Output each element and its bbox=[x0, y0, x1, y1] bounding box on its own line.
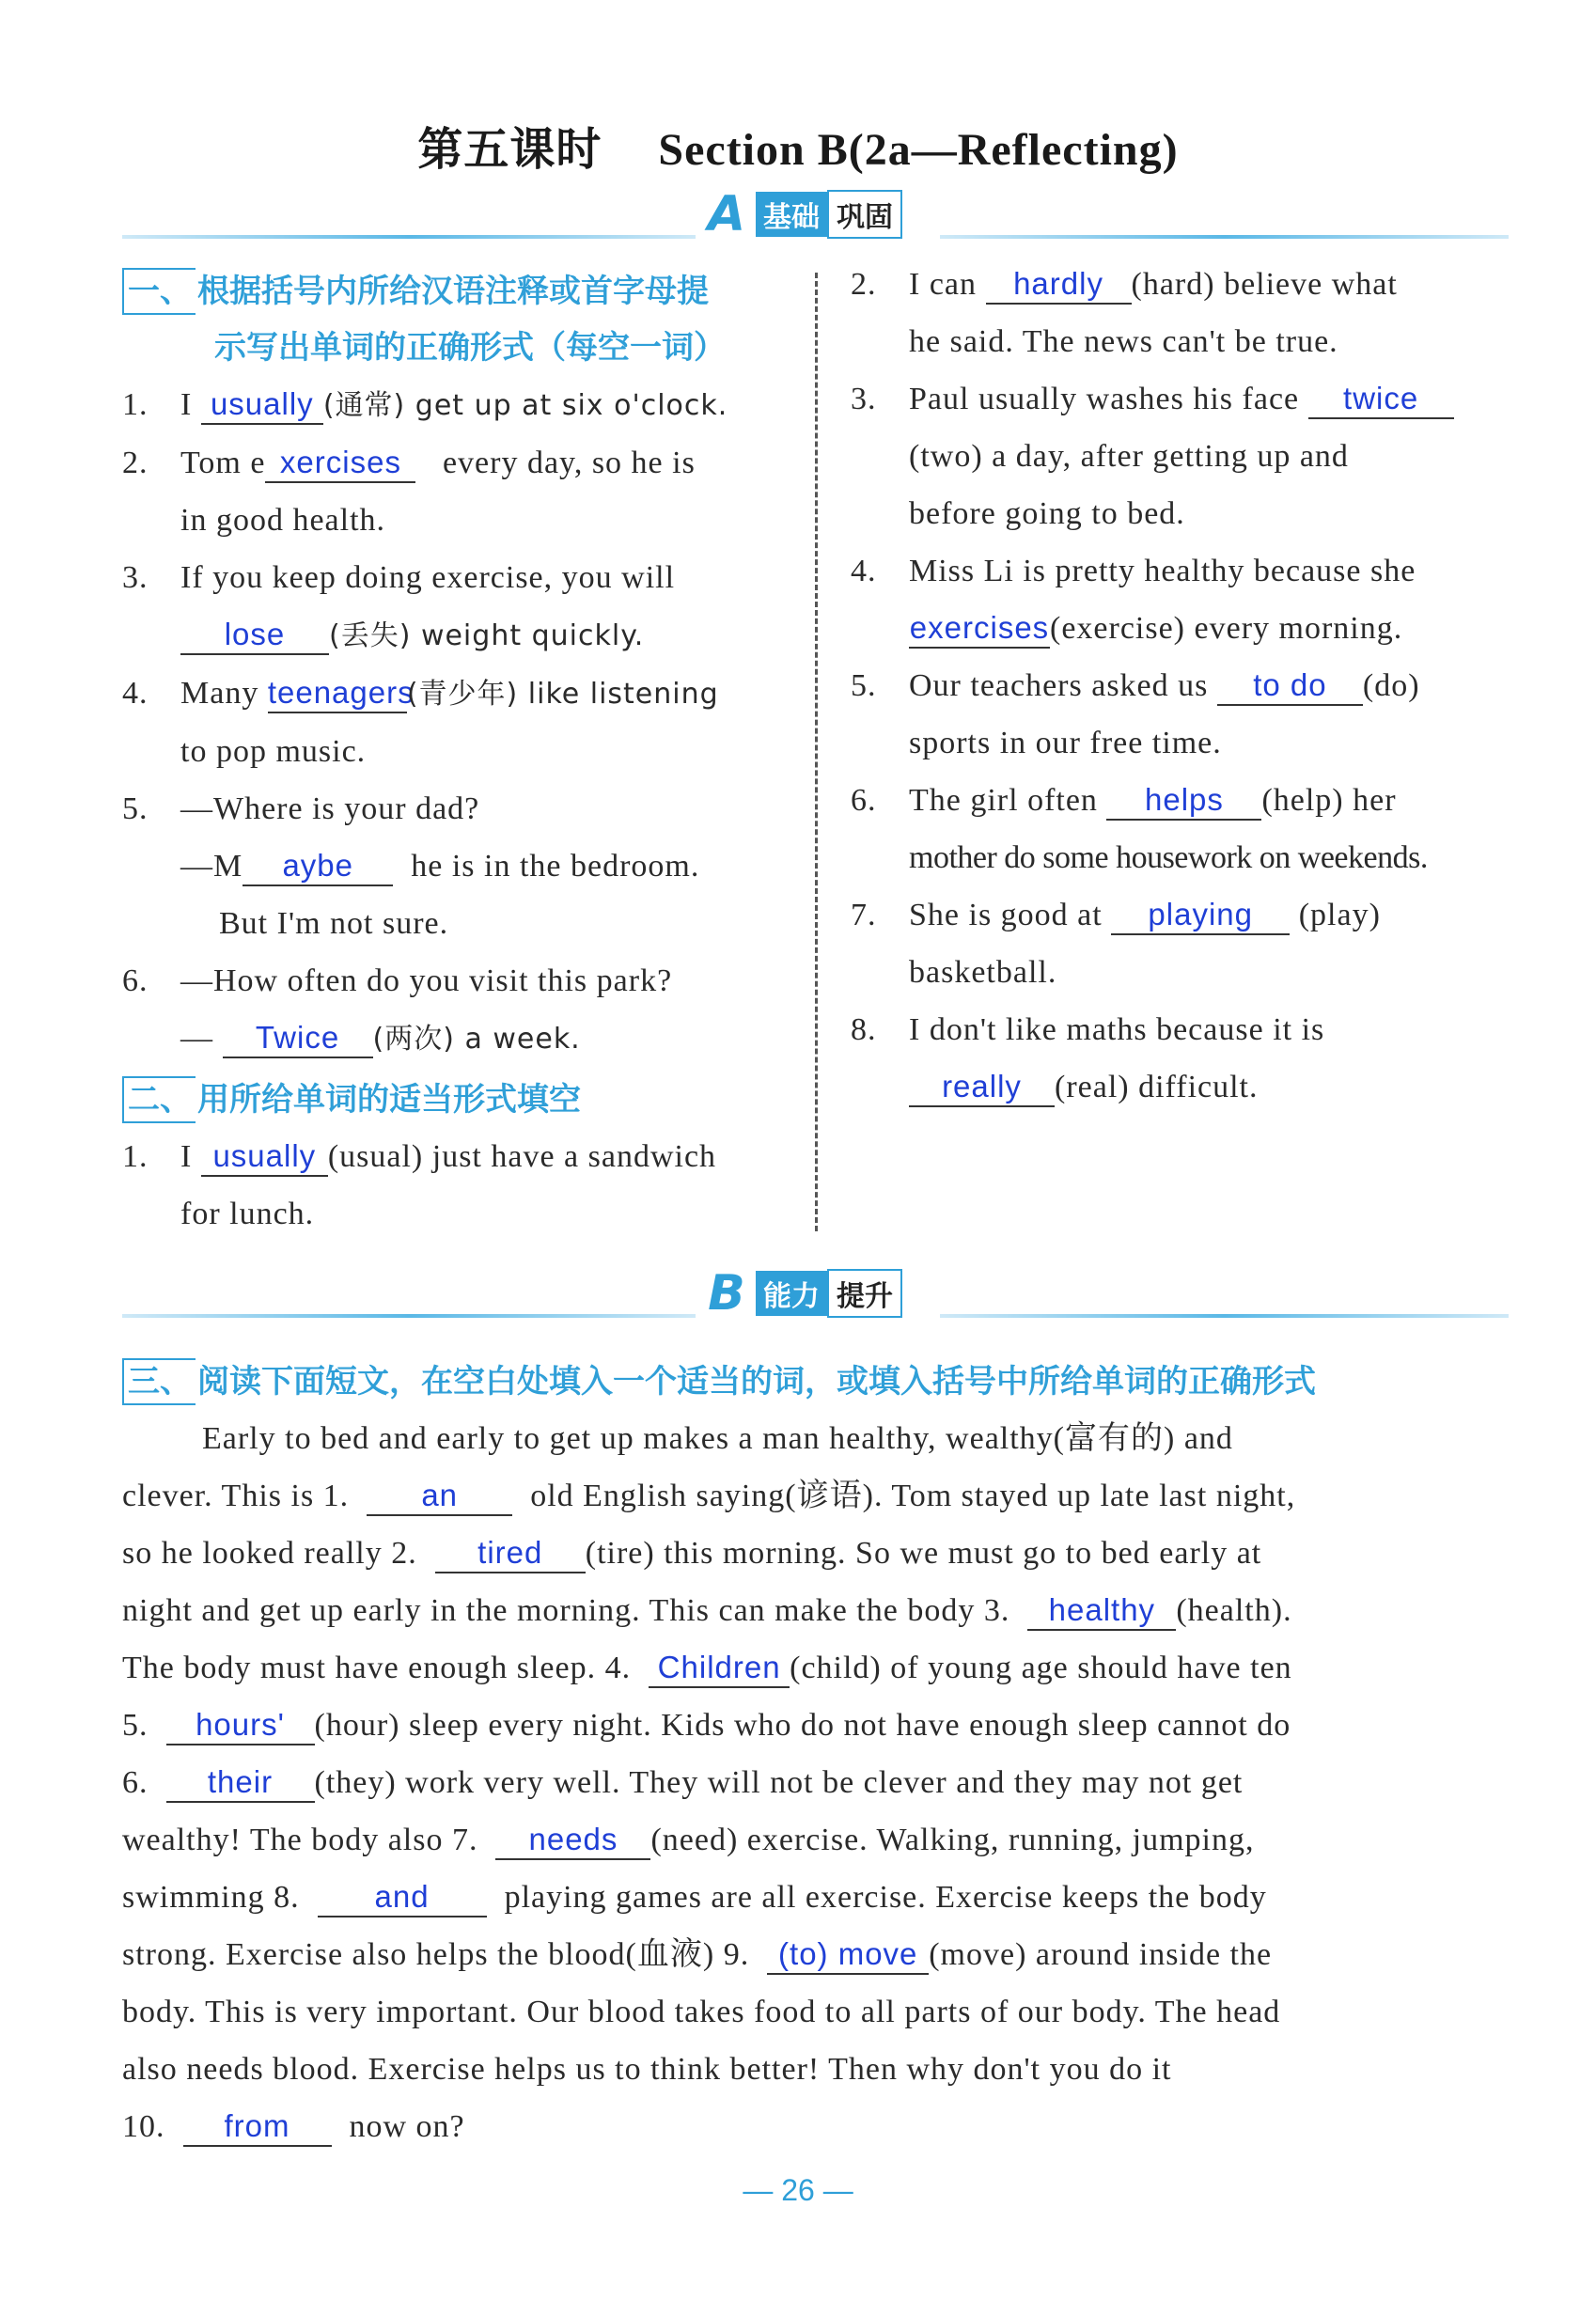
answer-blank-3[interactable]: healthy bbox=[1027, 1591, 1176, 1631]
s2-q8-cont bbox=[851, 1058, 1509, 1116]
answer-blank-7[interactable]: needs bbox=[495, 1821, 650, 1860]
passage-text: 6. bbox=[122, 1765, 149, 1800]
answer-blank[interactable]: teenagers bbox=[268, 674, 407, 713]
passage-line: also needs blood. Exercise helps us to think better! Then why don't you do it bbox=[122, 2052, 1172, 2087]
q-number: 8. bbox=[851, 1012, 877, 1047]
answer-blank[interactable]: usually bbox=[201, 385, 323, 425]
section2-num: 二、 bbox=[122, 1076, 196, 1123]
s1-q1 bbox=[122, 376, 837, 434]
q-text: If you keep doing exercise, you will bbox=[180, 560, 676, 595]
passage-text: clever. This is 1. bbox=[122, 1479, 350, 1513]
section1-heading-line2: 示写出单词的正确形式（每空一词） bbox=[214, 329, 726, 367]
answer-blank-2[interactable]: tired bbox=[435, 1534, 586, 1573]
passage-text: (health). bbox=[1176, 1593, 1292, 1628]
q-number: 5. bbox=[851, 668, 877, 703]
passage-text: (hour) sleep every night. Kids who do not have enough sleep cannot do bbox=[314, 1708, 1291, 1743]
passage-line bbox=[122, 1869, 1513, 1926]
answer-blank[interactable]: aybe bbox=[243, 847, 393, 886]
passage-text: (child) of young age should have ten bbox=[790, 1651, 1292, 1685]
banner-b-label2: 提升 bbox=[827, 1269, 902, 1318]
q-number: 3. bbox=[122, 560, 149, 595]
answer-blank[interactable]: xercises bbox=[265, 444, 415, 483]
banner-a bbox=[697, 186, 902, 243]
answer-blank[interactable]: exercises bbox=[909, 609, 1050, 649]
q-text: (hard) believe what bbox=[1131, 267, 1398, 302]
passage-line bbox=[122, 2098, 1513, 2155]
s2-q5-cont: sports in our free time. bbox=[909, 726, 1222, 760]
q-text: (do) bbox=[1362, 668, 1420, 703]
passage-text: old English saying(谚语). Tom stayed up late last night, bbox=[530, 1479, 1296, 1513]
passage-text: (they) work very well. They will not be clever and they may not get bbox=[314, 1765, 1244, 1800]
s2-q2 bbox=[851, 256, 1509, 313]
column-divider bbox=[815, 273, 818, 1231]
banner-b-label1: 能力 bbox=[756, 1271, 827, 1316]
page-number: — 26 — bbox=[743, 2173, 853, 2207]
q-text: (real) difficult. bbox=[1055, 1070, 1259, 1104]
passage-text: The body must have enough sleep. 4. bbox=[122, 1651, 632, 1685]
q-text: (通常) get up at six o'clock. bbox=[322, 389, 728, 422]
s2-q3-cont: (two) a day, after getting up and bbox=[909, 439, 1349, 474]
answer-blank-1[interactable]: an bbox=[367, 1477, 512, 1516]
s1-q6-answer-line bbox=[122, 1010, 837, 1068]
answer-blank[interactable]: usually bbox=[201, 1137, 328, 1177]
q-text: — bbox=[180, 1021, 213, 1056]
passage-line bbox=[122, 1697, 1513, 1754]
s1-q2-cont: in good health. bbox=[180, 503, 386, 538]
passage-text: (move) around inside the bbox=[929, 1937, 1273, 1972]
passage-line bbox=[122, 1811, 1513, 1869]
banner-b-line-right bbox=[940, 1314, 1509, 1318]
q-text: (usual) just have a sandwich bbox=[327, 1139, 717, 1174]
passage-text: swimming 8. bbox=[122, 1880, 300, 1915]
q-text: —Where is your dad? bbox=[180, 791, 480, 826]
banner-b-letter: B bbox=[708, 1265, 745, 1322]
section1-heading bbox=[122, 263, 837, 320]
section3-heading bbox=[122, 1354, 1513, 1410]
answer-blank-9[interactable]: (to) move bbox=[767, 1935, 929, 1975]
passage-line bbox=[122, 1754, 1513, 1811]
passage-line: body. This is very important. Our blood takes food to all parts of our body. The head bbox=[122, 1995, 1281, 2029]
passage-text: now on? bbox=[349, 2109, 465, 2144]
banner-b bbox=[697, 1265, 902, 1322]
s1-q5 bbox=[122, 780, 837, 837]
answer-blank-10[interactable]: from bbox=[183, 2107, 332, 2147]
s2-q8 bbox=[851, 1001, 1509, 1058]
passage-text: 5. bbox=[122, 1708, 149, 1743]
passage-text: (need) exercise. Walking, running, jumping, bbox=[650, 1823, 1255, 1857]
q-text: Tom e bbox=[180, 446, 266, 480]
passage-text: so he looked really 2. bbox=[122, 1536, 417, 1571]
s2-q2-cont: he said. The news can't be true. bbox=[909, 324, 1338, 359]
title-cn: 第五课时 bbox=[417, 123, 602, 176]
answer-blank[interactable]: playing bbox=[1111, 896, 1290, 935]
s2-q1 bbox=[122, 1128, 837, 1185]
q-number: 5. bbox=[122, 791, 149, 826]
banner-a-letter: A bbox=[707, 186, 746, 243]
section3-num: 三、 bbox=[122, 1358, 196, 1405]
s2-q7-cont: basketball. bbox=[909, 955, 1057, 990]
q-text: (两次) a week. bbox=[372, 1023, 581, 1056]
section2-heading bbox=[122, 1072, 837, 1128]
q-text: Miss Li is pretty healthy because she bbox=[909, 554, 1416, 588]
q-text: (exercise) every morning. bbox=[1050, 611, 1403, 646]
section1-num: 一、 bbox=[122, 268, 196, 315]
q-text: Many bbox=[180, 676, 259, 711]
answer-blank-4[interactable]: Children bbox=[649, 1649, 790, 1688]
banner-a-line-left bbox=[122, 235, 696, 239]
passage-text: 10. bbox=[122, 2109, 165, 2144]
s1-q3 bbox=[122, 549, 837, 606]
banner-a-label1: 基础 bbox=[756, 192, 827, 237]
s2-q6 bbox=[851, 772, 1509, 829]
passage-text: strong. Exercise also helps the blood(血液) 9. bbox=[122, 1937, 750, 1972]
answer-blank-5[interactable]: hours' bbox=[166, 1706, 315, 1745]
q-number: 1. bbox=[122, 387, 149, 422]
passage-line bbox=[122, 1525, 1513, 1582]
q-number: 7. bbox=[851, 898, 877, 932]
s1-q4-cont: to pop music. bbox=[180, 734, 367, 769]
q-text: Our teachers asked us bbox=[909, 668, 1209, 703]
s1-q3-cont bbox=[122, 606, 837, 665]
q-text: he is in the bedroom. bbox=[411, 849, 700, 884]
answer-blank[interactable]: twice bbox=[1308, 380, 1454, 419]
passage-text: playing games are all exercise. Exercise keeps the body bbox=[504, 1880, 1267, 1915]
banner-a-label2: 巩固 bbox=[827, 190, 902, 239]
q-number: 3. bbox=[851, 382, 877, 416]
q-text: —How often do you visit this park? bbox=[180, 963, 673, 998]
answer-blank[interactable]: lose bbox=[180, 616, 329, 655]
passage-text: wealthy! The body also 7. bbox=[122, 1823, 478, 1857]
answer-blank[interactable]: to do bbox=[1217, 666, 1363, 706]
s1-q2 bbox=[122, 434, 837, 492]
passage-text: night and get up early in the morning. This can make the body 3. bbox=[122, 1593, 1010, 1628]
section3-heading-text: 阅读下面短文，在空白处填入一个适当的词，或填入括号中所给单词的正确形式 bbox=[197, 1363, 1316, 1401]
q-number: 6. bbox=[122, 963, 149, 998]
q-text: I can bbox=[909, 267, 978, 302]
q-text: every day, so he is bbox=[442, 446, 696, 480]
answer-blank[interactable]: Twice bbox=[223, 1019, 373, 1058]
answer-blank-8[interactable]: and bbox=[318, 1878, 487, 1918]
passage-line bbox=[122, 1926, 1513, 1983]
q-text: The girl often bbox=[909, 783, 1098, 818]
s2-q4 bbox=[851, 542, 1509, 600]
q-text: I bbox=[180, 1139, 193, 1174]
q-text: She is good at bbox=[909, 898, 1103, 932]
s1-q5-answer-line bbox=[122, 837, 837, 895]
s2-q7 bbox=[851, 886, 1509, 944]
section2-heading-text: 用所给单词的适当形式填空 bbox=[197, 1081, 581, 1119]
q-text: I bbox=[180, 387, 193, 422]
answer-blank[interactable]: really bbox=[909, 1068, 1055, 1107]
s2-q1-cont: for lunch. bbox=[180, 1197, 315, 1231]
s2-q6-cont: mother do some housework on weekends. bbox=[909, 840, 1428, 875]
passage-text: (tire) this morning. So we must go to bed early at bbox=[585, 1536, 1262, 1571]
q-number: 4. bbox=[851, 554, 877, 588]
s1-q6 bbox=[122, 952, 837, 1010]
q-text: —M bbox=[180, 849, 243, 884]
page-title bbox=[0, 113, 1596, 178]
q-text: (play) bbox=[1298, 898, 1381, 932]
s2-q3 bbox=[851, 370, 1509, 428]
q-number: 2. bbox=[122, 446, 149, 480]
passage-line bbox=[122, 1582, 1513, 1639]
banner-a-line-right bbox=[940, 235, 1509, 239]
section1-heading-line1: 根据括号内所给汉语注释或首字母提 bbox=[197, 273, 709, 310]
answer-blank[interactable]: hardly bbox=[986, 265, 1132, 305]
q-text: I don't like maths because it is bbox=[909, 1012, 1325, 1047]
s2-q5 bbox=[851, 657, 1509, 714]
answer-blank-6[interactable]: their bbox=[166, 1763, 315, 1803]
q-number: 4. bbox=[122, 676, 149, 711]
s2-q4-cont bbox=[851, 600, 1509, 657]
left-column bbox=[122, 263, 837, 1243]
q-text: (丢失) weight quickly. bbox=[329, 619, 645, 652]
passage-line bbox=[122, 1467, 1513, 1525]
section3 bbox=[122, 1354, 1513, 2155]
q-number: 6. bbox=[851, 783, 877, 818]
s1-q4 bbox=[122, 665, 837, 723]
s1-q5-cont: But I'm not sure. bbox=[219, 906, 449, 941]
q-number: 1. bbox=[122, 1139, 149, 1174]
right-column bbox=[851, 256, 1509, 1116]
passage-line: Early to bed and early to get up makes a man healthy, wealthy(富有的) and bbox=[202, 1421, 1233, 1456]
q-text: (青少年) like listening bbox=[406, 678, 719, 711]
q-text: Paul usually washes his face bbox=[909, 382, 1300, 416]
answer-blank[interactable]: helps bbox=[1106, 781, 1261, 821]
s2-q3-cont2: before going to bed. bbox=[909, 496, 1185, 531]
q-text: (help) her bbox=[1261, 783, 1397, 818]
title-en: Section B(2a—Reflecting) bbox=[658, 125, 1179, 175]
banner-b-line-left bbox=[122, 1314, 696, 1318]
q-number: 2. bbox=[851, 267, 877, 302]
passage-line bbox=[122, 1639, 1513, 1697]
